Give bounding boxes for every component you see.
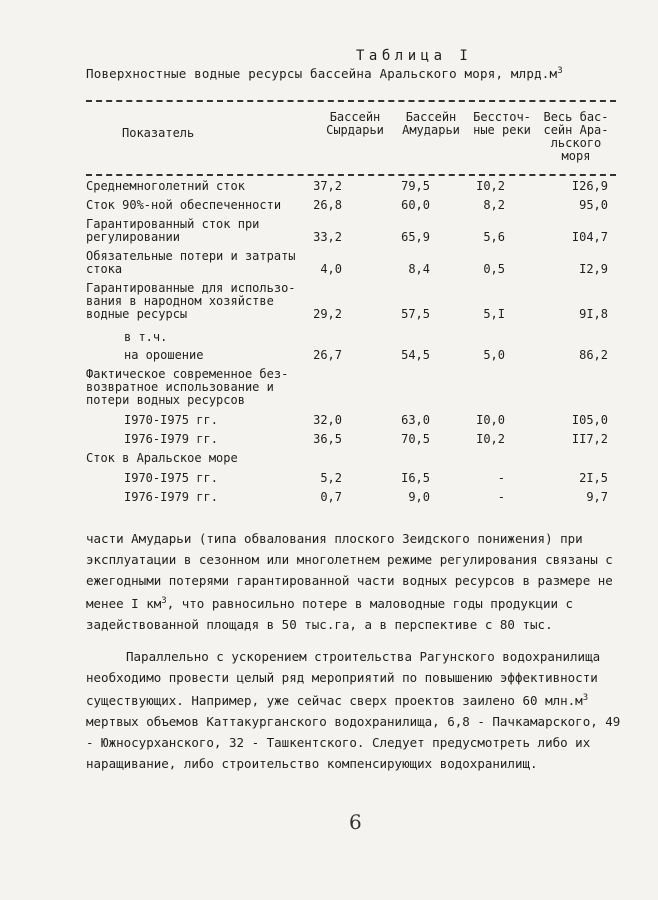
row-label: I976-I979 гг. (124, 490, 218, 504)
cell-value: I0,2 (476, 179, 505, 193)
cell-value: 5,6 (483, 230, 505, 244)
table-label: Таблица I (356, 48, 473, 64)
header-amudarya: Бассейн Амударьи (402, 110, 460, 137)
cell-value: 8,4 (408, 262, 430, 276)
row-label: I970-I975 гг. (124, 471, 218, 485)
table-header-rule (86, 174, 616, 176)
cell-value: I0,2 (476, 432, 505, 446)
cell-value: 2I,5 (579, 471, 608, 485)
row-label: на орошение (124, 348, 204, 362)
cell-value: I0,0 (476, 413, 505, 427)
cell-value: 26,8 (313, 198, 342, 212)
cell-value: 9,0 (408, 490, 430, 504)
row-label: I976-I979 гг. (124, 432, 218, 446)
cell-value: 5,2 (320, 471, 342, 485)
cell-value: 57,5 (401, 307, 430, 321)
cell-value: 26,7 (313, 348, 342, 362)
cell-value: 9I,8 (579, 307, 608, 321)
header-indicator: Показатель (122, 126, 195, 140)
row-label: Сток в Аральское море (86, 451, 238, 465)
cell-value: 29,2 (313, 307, 342, 321)
paragraph-reservoirs: Параллельно с ускорением строительства Рагунского водохранилища необходимо провести целый ряд мероприятий по повышению эффективности существующих. Например, уже сейчас сверх проектов заилено 60 $млн.м^3$ мертвых объемов Каттакурганского водохранилища, 6,8 - Пачкамарского, 49 - Южносурханского, 32 - Ташкентского. Следует предусмотреть либо их наращивание, либо строительство компенсирующих водохранилищ. (86, 649, 621, 772)
cell-value: - (497, 471, 505, 485)
row-label: Сток 90%-ной обеспеченности (86, 198, 282, 212)
cell-value: 9,7 (586, 490, 608, 504)
row-label: Фактическое современное без- возвратное использование и потери водных ресурсов (86, 367, 289, 407)
cell-value: 86,2 (579, 348, 608, 362)
cell-value: I26,9 (571, 179, 608, 193)
cell-value: I04,7 (571, 230, 608, 244)
cell-value: 8,2 (483, 198, 505, 212)
cell-value: 33,2 (313, 230, 342, 244)
paragraph-continuation: части Амударьи (типа обвалования плоского Зеидского понижения) при эксплуатации в сезонном или многолетнем режиме регулирования связаны с ежегодными потерями гарантированной части водных ресурсов в размере не менее I $км^3$, что равносильно потере в маловодные годы продукции с задействованной площадя в 50 тыс.га, а в перспективе с 80 тыс. (86, 531, 613, 633)
header-aral-basin: Весь бас- сейн Ара- льского моря (543, 110, 609, 163)
cell-value: 63,0 (401, 413, 430, 427)
page-number: 6 (349, 810, 362, 834)
cell-value: 79,5 (401, 179, 430, 193)
header-endorheic: Бессточ- ные реки (473, 110, 531, 137)
cell-value: I05,0 (571, 413, 608, 427)
cell-value: - (497, 490, 505, 504)
cell-value: 65,9 (401, 230, 430, 244)
row-label: в т.ч. (124, 330, 168, 344)
cell-value: 54,5 (401, 348, 430, 362)
row-label: Гарантированные для использо- вания в народном хозяйстве водные ресурсы (86, 281, 296, 321)
header-syrdarya: Бассейн Сырдарьи (326, 110, 384, 137)
row-label: Гарантированный сток при регулировании (86, 217, 260, 244)
row-label: Обязательные потери и затраты стока (86, 249, 296, 276)
cell-value: 4,0 (320, 262, 342, 276)
cell-value: I2,9 (579, 262, 608, 276)
cell-value: 5,I (483, 307, 505, 321)
cell-value: 32,0 (313, 413, 342, 427)
row-label: Среднемноголетний сток (86, 179, 245, 193)
cell-value: 36,5 (313, 432, 342, 446)
table-top-rule (86, 100, 616, 102)
row-label: I970-I975 гг. (124, 413, 218, 427)
cell-value: 0,7 (320, 490, 342, 504)
cell-value: 5,0 (483, 348, 505, 362)
cell-value: II7,2 (571, 432, 608, 446)
cell-value: 0,5 (483, 262, 505, 276)
cell-value: 95,0 (579, 198, 608, 212)
cell-value: I6,5 (401, 471, 430, 485)
cell-value: 70,5 (401, 432, 430, 446)
table-title: Поверхностные водные ресурсы бассейна Аральского моря, $млрд.м^3$ (86, 66, 563, 82)
cell-value: 37,2 (313, 179, 342, 193)
cell-value: 60,0 (401, 198, 430, 212)
